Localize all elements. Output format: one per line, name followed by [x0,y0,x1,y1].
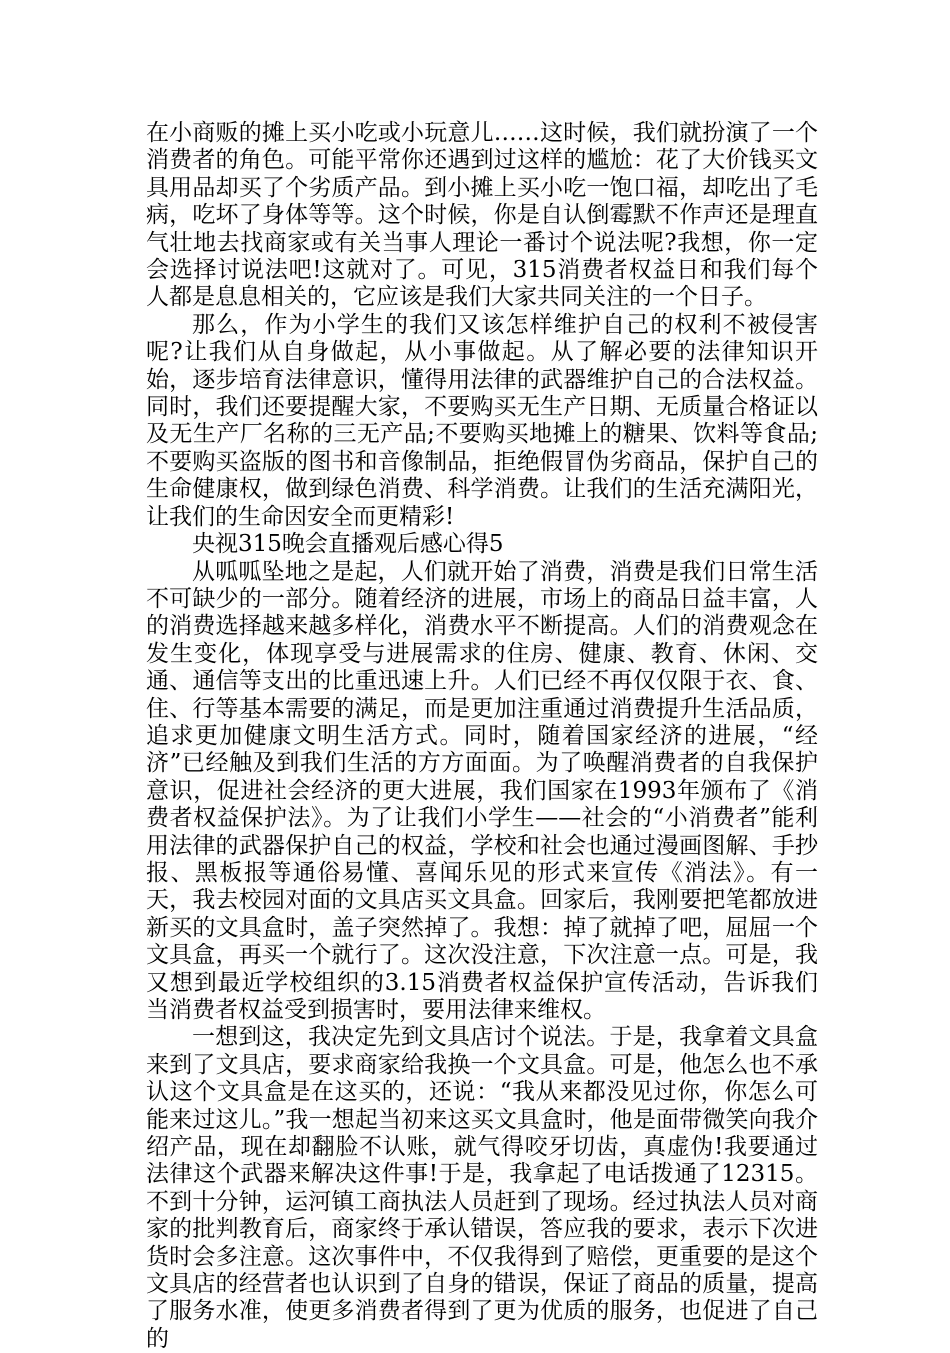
paragraph-consumption: 从呱呱坠地之是起，人们就开始了消费，消费是我们日常生活不可缺少的一部分。随着经济的进展，市场上的商品日益丰富，人的消费选择越来越多样化，消费水平不断提高。人们的消费观念在发生变化，体现享受与进展需求的住房、健康、教育、休闲、交通、通信等支出的比重迅速上升。人们已经不再仅仅限于衣、食、住、行等基本需要的满足，而是更加注重通过消费提升生活品质，追求更加健康文明生活方式。同时，随着国家经济的进展，“经济”已经触及到我们生活的方方面面。为了唤醒消费者的自我保护意识，促进社会经济的更大进展，我们国家在1993年颁布了《消费者权益保护法》。为了让我们小学生——社会的“小消费者”能利用法律的武器保护自己的权益，学校和社会也通过漫画图解、手抄报、黑板报等通俗易懂、喜闻乐见的形式来宣传《消法》。有一天，我去校园对面的文具店买文具盒。回家后，我刚要把笔都放进新买的文具盒时，盖子突然掉了。我想：掉了就掉了吧，屈屈一个文具盒，再买一个就行了。这次没注意，下次注意一点。可是，我又想到最近学校组织的3.15消费者权益保护宣传活动，告诉我们当消费者权益受到损害时，要用法律来维权。 [146,558,818,1023]
paragraph-intro-continued: 在小商贩的摊上买小吃或小玩意儿……这时候，我们就扮演了一个消费者的角色。可能平常你还遇到过这样的尴尬：花了大价钱买文具用品却买了个劣质产品。到小摊上买小吃一饱口福，却吃出了毛病，吃坏了身体等等。这个时候，你是自认倒霉默不作声还是理直气壮地去找商家或有关当事人理论一番讨个说法呢?我想，你一定会选择讨说法吧!这就对了。可见，315消费者权益日和我们每个人都是息息相关的，它应该是我们大家共同关注的一个日子。 [146,120,818,311]
paragraph-rights-protection: 那么，作为小学生的我们又该怎样维护自己的权利不被侵害呢?让我们从自身做起，从小事做起。从了解必要的法律知识开始，逐步培育法律意识，懂得用法律的武器维护自己的合法权益。同时，我们还要提醒大家，不要购买无生产日期、无质量合格证以及无生产厂名称的三无产品;不要购买地摊上的糖果、饮料等食品;不要购买盗版的图书和音像制品，拒绝假冒伪劣商品，保护自己的生命健康权，做到绿色消费、科学消费。让我们的生活充满阳光，让我们的生命因安全而更精彩! [146,311,818,530]
document-page [146,120,818,1353]
paragraph-stationery-story: 一想到这，我决定先到文具店讨个说法。于是，我拿着文具盒来到了文具店，要求商家给我换一个文具盒。可是，他怎么也不承认这个文具盒是在这买的，还说：“我从来都没见过你，你怎么可能来过这儿。”我一想起当初来这买文具盒时，他是面带微笑向我介绍产品，现在却翻脸不认账，就气得咬牙切齿，真虚伪!我要通过法律这个武器来解决这件事!于是，我拿起了电话拨通了12315。不到十分钟，运河镇工商执法人员赶到了现场。经过执法人员对商家的批判教育后，商家终于承认错误，答应我的要求，表示下次进货时会多注意。这次事件中，不仅我得到了赔偿，更重要的是这个文具店的经营者也认识到了自身的错误，保证了商品的质量，提高了服务水准，使更多消费者得到了更为优质的服务，也促进了自己的 [146,1024,818,1352]
section-heading: 央视315晚会直播观后感心得5 [192,531,504,558]
